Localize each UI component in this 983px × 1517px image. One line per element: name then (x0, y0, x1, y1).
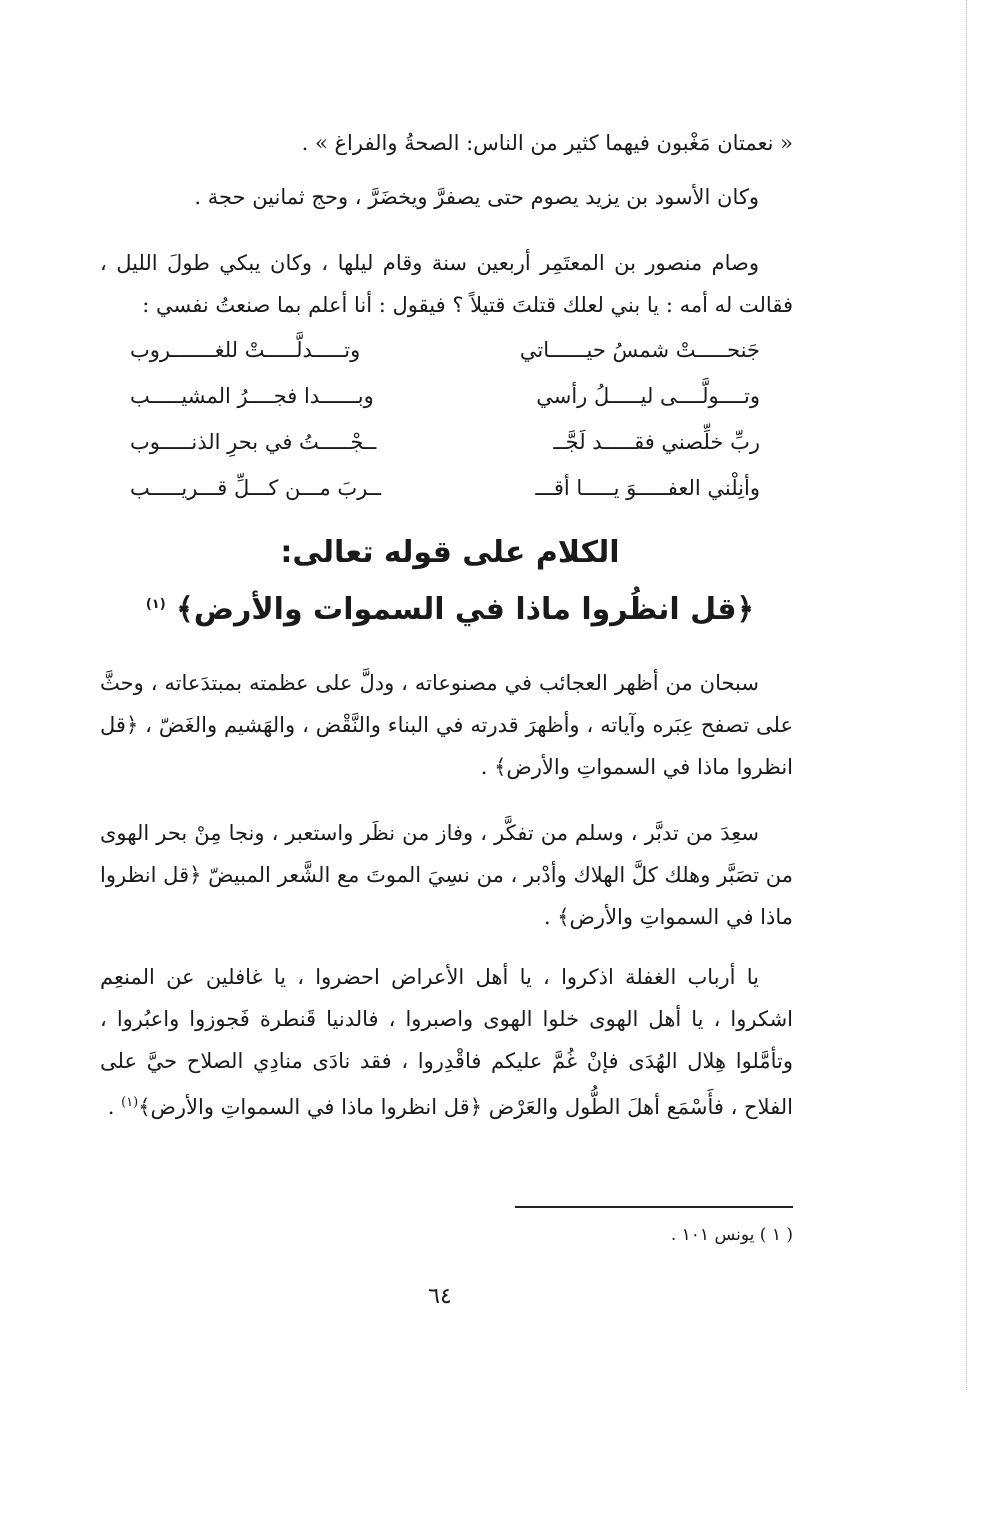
poem-hemistich-first: جَنحـــــتْ شمسُ حيــــــاتي (519, 338, 760, 362)
poem-verse (130, 465, 760, 511)
section-heading-verse: ﴿قل انظُروا ماذا في السموات والأرض﴾ (176, 592, 755, 627)
paragraph-mansur: وصام منصور بن المعتَمِر أربعين سنة وقام ليلها ، وكان يبكي طولَ الليل ، فقالت له أمه : يا بني لعلك قتلتَ قتيلاً ؟ فيقول : أنا أعلم بما صنعتُ نفسي : (100, 251, 793, 317)
poem-hemistich-first: وأنِلْني العفـــــوَ يـــــا أقـــ (535, 476, 760, 500)
page-edge-line (966, 0, 968, 1390)
section-heading-line1: الكلام على قوله تعالى: (280, 535, 620, 570)
paragraph-aswad: وكان الأسود بن يزيد يصوم حتى يصفرَّ ويخضَرَّ ، وحج ثمانين حجة . (194, 185, 759, 209)
poem-hemistich-second: ــربَ مـــن كـــلِّ قـــريـــــب (130, 476, 382, 500)
footnote-reference: (١) (121, 1095, 139, 1110)
paragraph-3 (100, 956, 793, 1128)
paragraph-1: سبحان من أظهر العجائب في مصنوعاته ، ودلَّ على عظمته بمبتدَعاته ، وحثَّ على تصفح عِبَره وآياته ، وأظهرَ قدرته في البناء والنَّقْض ، والهَشيم والغَضّ ، ﴿قل انظروا ماذا في السمواتِ والأرض﴾ . (100, 671, 793, 779)
paragraph-3-text: يا أرباب الغفلة اذكروا ، يا أهل الأعراض احضروا ، يا غافلين عن المنعِم اشكروا ، يا أهل الهوى خلوا الهوى واصبروا ، فالدنيا قَنطرة فَجوزوا واعبُروا ، وتأمَّلوا هِلال الهُدَى فإنْ غُمَّ عليكم فاقْدِروا ، فقد نادَى منادِي الصلاح حيَّ على الفلاح ، فأَسْمَع أهلَ الطُّول والعَرْض ﴿قل انظروا ماذا في السمواتِ والأرض﴾ (100, 965, 793, 1119)
paragraph-2: سعِدَ من تدبَّر ، وسلم من تفكَّر ، وفاز من نظَر واستعبر ، ونجا مِنْ بحر الهوى من تصَبَّر وهلك كلَّ الهلاك وأدْبر ، من نسِيَ الموتَ مع الشَّعر المبيضّ ﴿قل انظروا ماذا في السمواتِ والأرض﴾ . (100, 821, 793, 929)
poem-hemistich-second: وتـــــدلَّـــــتْ للغـــــــروب (130, 338, 361, 362)
poem-hemistich-second: وبــــــدا فجــــرُ المشيـــــب (130, 384, 374, 408)
poem-hemistich-first: وتــــولَّــــى ليـــــلُ رأسي (536, 384, 760, 408)
poem-verse (130, 327, 760, 373)
hadith-text: « نعمتان مَغْبون فيهما كثير من الناس: الصحةُ والفراغ » . (301, 131, 793, 155)
page-number: ٦٤ (428, 1284, 452, 1309)
poem (130, 327, 760, 511)
footnote: ( ١ ) يونس ١٠١ . (670, 1225, 793, 1245)
poem-hemistich-second: ــجْـــــتُ في بحرِ الذنـــــوب (130, 430, 377, 454)
poem-verse (130, 419, 760, 465)
footnote-reference: (١) (145, 597, 166, 612)
hadith-line (100, 122, 793, 164)
poem-verse (130, 373, 760, 419)
paragraph-3-end: . (107, 1095, 122, 1119)
poem-hemistich-first: ربِّ خلِّصني فقـــــد لَجَّــ (553, 430, 760, 454)
section-heading-line2 (140, 580, 760, 635)
footnote-separator (515, 1206, 793, 1208)
